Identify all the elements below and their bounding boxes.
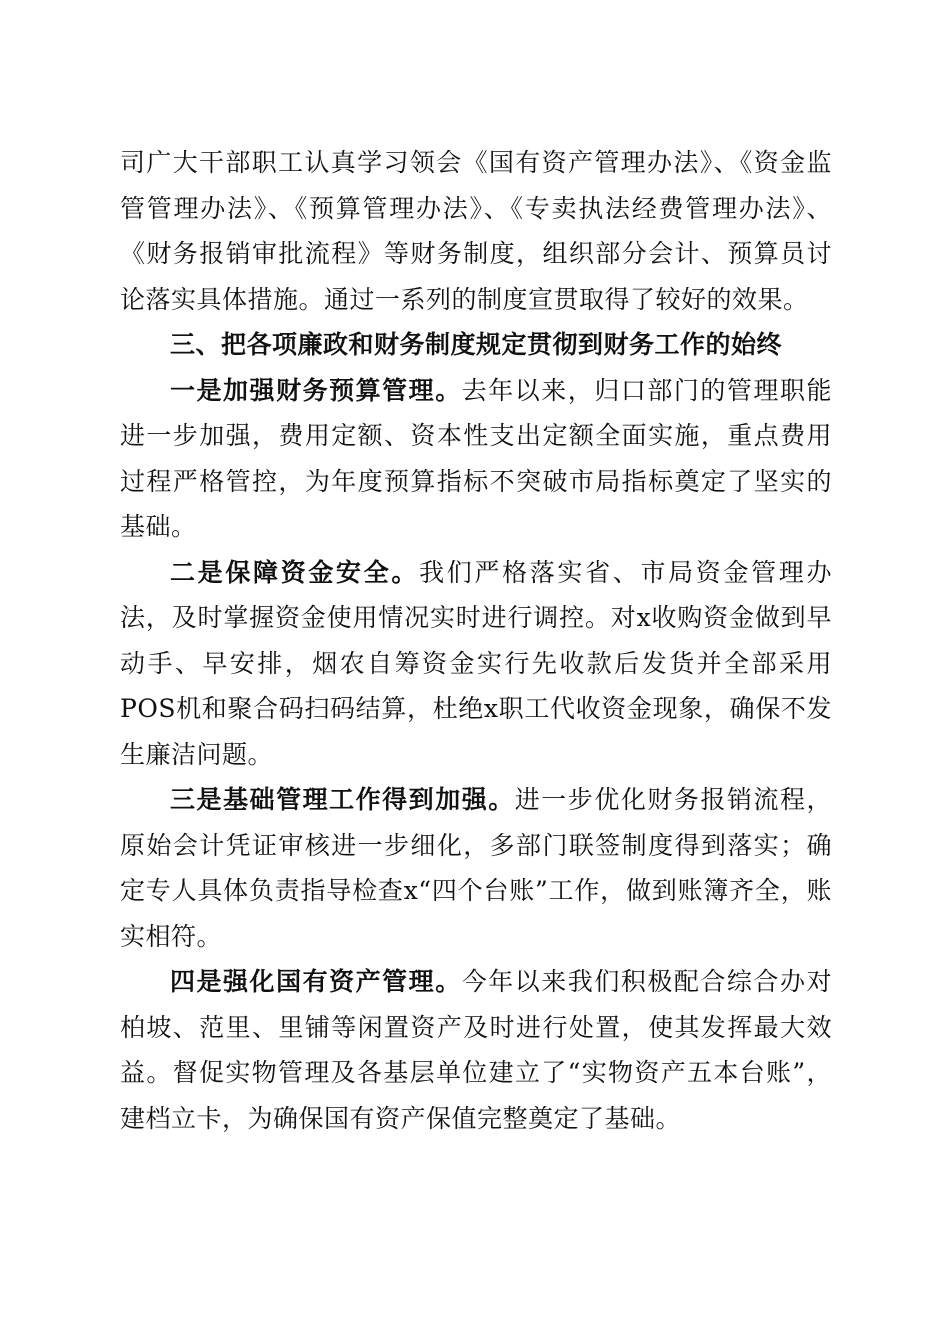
document-page <box>120 140 832 1141</box>
section-heading: 三、把各项廉政和财务制度规定贯彻到财务工作的始终 <box>170 330 783 359</box>
paragraph-lead: 三是基础管理工作得到加强。 <box>170 785 515 814</box>
continuation-paragraph: 司广大干部职工认真学习领会《国有资产管理办法》、《资金监管管理办法》、《预算管理办法》、《专卖执法经费管理办法》、《财务报销审批流程》等财务制度，组织部分会计、预算员讨论落实具体措施。通过一系列的制度宣贯取得了较好的效果。 <box>120 148 832 314</box>
paragraph-lead: 一是加强财务预算管理。 <box>170 375 462 405</box>
paragraph-body: 去年以来，归口部门的管理职能进一步加强，费用定额、资本性支出定额全面实施，重点费用过程严格管控，为年度预算指标不突破市局指标奠定了坚实的基础。 <box>120 375 832 541</box>
paragraph-fund-safety <box>120 550 832 778</box>
paragraph-lead: 二是保障资金安全。 <box>170 557 420 587</box>
paragraph-budget <box>120 368 832 550</box>
paragraph-body: 今年以来我们积极配合综合办对柏坡、范里、里铺等闲置资产及时进行处置，使其发挥最大效益。督促实物管理及各基层单位建立了“实物资产五本台账”，建档立卡，为确保国有资产保值完整奠定了基础。 <box>120 967 832 1133</box>
paragraph-basic-management <box>120 777 832 959</box>
paragraph-state-assets <box>120 959 832 1141</box>
paragraph-body: 进一步优化财务报销流程，原始会计凭证审核进一步细化，多部门联签制度得到落实；确定专人具体负责指导检查x“四个台账”工作，做到账簿齐全，账实相符。 <box>120 785 832 951</box>
paragraph-lead: 四是强化国有资产管理。 <box>170 967 462 996</box>
paragraph-body: 我们严格落实省、市局资金管理办法，及时掌握资金使用情况实时进行调控。对x收购资金做到早动手、早安排，烟农自筹资金实行先收款后发货并全部采用POS机和聚合码扫码结算，杜绝x职工代收资金现象，确保不发生廉洁问题。 <box>120 557 832 769</box>
